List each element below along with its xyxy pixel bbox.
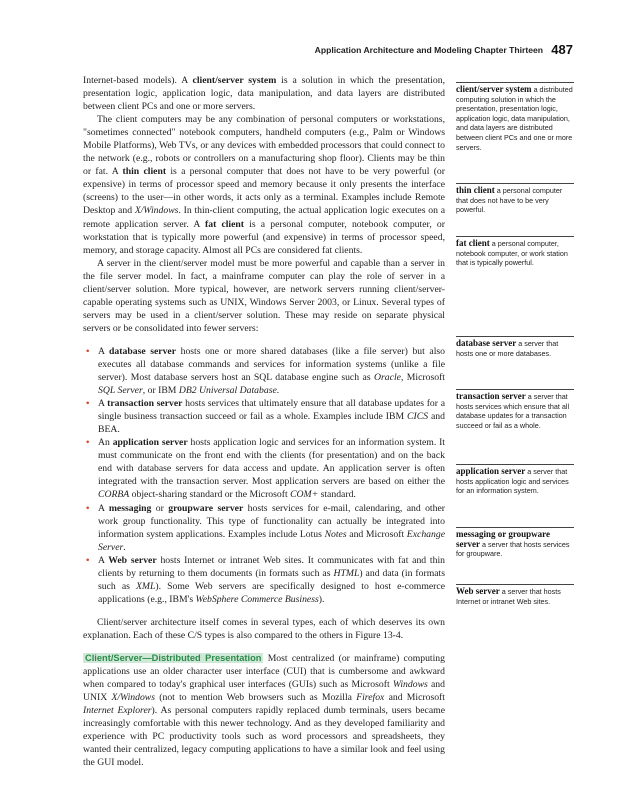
text-run: .: [276, 385, 280, 397]
italic-term: Notes: [324, 528, 347, 540]
text-run: is a personal computer that does not have to be very powerful (or expensive) in terms of processor speed and memory because it only presents the interface (screens) to the user—in other words, it acts only as a terminal. Examples include Remote Desktop and: [83, 166, 445, 217]
italic-term: Windows: [392, 679, 428, 691]
glossary-entry: [456, 82, 574, 152]
bullet-icon: •: [86, 345, 90, 357]
text-run: hosts application logic and services for an information system. It must communicate on the front end with the clients (for presentation) and on the back end with database servers for data access and update. An application server is often integrated with the transaction server. Most application servers are based on either the: [98, 437, 445, 488]
text-run: hosts Internet or intranet Web sites. It communicates with fat and thin clients by returning to them documents (in formats such as: [98, 554, 445, 579]
text-run: The client computers may be any combination of personal computers or workstations, "sometimes connected" notebook computers, handheld computers (e.g., Palm or Windows Mobile Platforms), Web TVs, or any devices with embedded processors that could connect to the network (e.g., robots or controllers on a manufacturing shop floor). Clients may be thin or fat. A: [83, 114, 445, 178]
italic-term: CORBA: [98, 489, 130, 501]
glossary-entry: [456, 464, 574, 496]
bullet-icon: •: [86, 502, 90, 514]
glossary-entry: [456, 389, 574, 430]
text-run: . In thin-client computing, the actual application logic executes on a remote application server. A: [83, 205, 446, 230]
text-run: A: [98, 502, 109, 514]
server-types-list: [83, 345, 445, 606]
glossary-rule: [456, 236, 574, 237]
bullet-icon: •: [86, 398, 90, 410]
running-header: [0, 44, 619, 60]
key-term-database-server: database server: [109, 345, 177, 357]
text-run: object-sharing standard or the Microsoft: [129, 489, 291, 501]
text-run: hosts one or more shared databases (like a file server) but also executes all database commands and services for information systems (unlike a file server). Most database servers host an SQL database engine such as: [98, 345, 445, 384]
text-run: is a solution in which the presentation, presentation logic, application logic, data manipulation, and data layers are distributed between client PCs and one or more servers.: [83, 75, 446, 113]
italic-term: COM+: [290, 489, 319, 501]
key-term-groupware-server: groupware server: [168, 502, 244, 514]
text-run: A: [98, 398, 108, 410]
text-run: A: [98, 554, 109, 566]
list-item-transaction-server: [86, 397, 445, 436]
glossary-definition: a server that hosts Internet or intranet Web sites.: [456, 587, 561, 606]
paragraph-1: [83, 74, 445, 113]
glossary-term: transaction server: [456, 391, 526, 401]
glossary-rule: [456, 183, 574, 184]
italic-term: SQL Server: [98, 385, 143, 397]
glossary-rule: [456, 82, 574, 83]
text-run: Internet-based models). A: [83, 75, 193, 86]
glossary-term: fat client: [456, 238, 490, 248]
key-term-fat-client: fat client: [205, 218, 245, 230]
text-run: and Microsoft: [346, 528, 407, 540]
paragraph-5: [83, 652, 445, 769]
glossary-rule: [456, 527, 574, 528]
list-item-application-server: [86, 436, 445, 501]
main-text-column: [83, 74, 445, 769]
glossary-term: thin client: [456, 185, 495, 195]
glossary-entry: [456, 336, 574, 358]
italic-term: Exchange Server: [98, 528, 445, 553]
bullet-icon: •: [86, 437, 90, 449]
key-term-client-server-system: client/server system: [192, 75, 277, 86]
text-run: , or IBM: [142, 385, 179, 397]
text-run: standard.: [318, 489, 356, 501]
text-run: or: [151, 502, 169, 514]
text-run: ).: [318, 593, 325, 605]
key-term-application-server: application server: [112, 437, 188, 449]
text-run: Most centralized (or mainframe) computing applications use an older character user interface (CUI) that is cumbersome and awkward when compared to today's graphical user interfaces (GUIs) such as Microsoft: [83, 652, 445, 691]
glossary-rule: [456, 584, 574, 585]
italic-term: X/Windows: [134, 205, 179, 217]
italic-term: Internet Explorer: [83, 705, 152, 717]
key-term-web-server: Web server: [108, 554, 157, 566]
italic-term: Oracle: [374, 372, 401, 384]
paragraph-2: [83, 113, 445, 257]
text-run: , Microsoft: [400, 372, 445, 384]
glossary-entry: [456, 527, 574, 559]
glossary-term: Web server: [456, 586, 500, 596]
text-run: hosts services for e-mail, calendaring, and other work group functionality. This type of functionality can actually be integrated into information system applications. Examples include Lotus: [98, 502, 445, 540]
italic-term: WebSphere Commerce Business: [195, 593, 319, 605]
text-run: ) and data (in formats such as: [98, 567, 446, 592]
text-run: A: [98, 345, 110, 357]
text-run: (not to mention Web browsers such as Mozilla: [155, 692, 357, 704]
italic-term: HTML: [333, 567, 360, 579]
text-run: ). As personal computers rapidly replaced dumb terminals, users became increasingly comfortable with this newer technology. And as they developed familiarity and experience with PC productivity tools such as word processors and spreadsheets, they wanted their centralized, legacy computing applications to have a similar look and feel using the GUI model.: [83, 705, 445, 769]
glossary-term: application server: [456, 466, 526, 476]
glossary-entry: [456, 183, 574, 215]
list-item-database-server: [86, 345, 445, 397]
glossary-definition: a personal computer that does not have to be very powerful.: [456, 186, 563, 215]
glossary-rule: [456, 336, 574, 337]
text-run: hosts services that ultimately ensure that all database updates for a single business transaction succeed or fail as a whole. Examples include IBM: [98, 398, 445, 423]
text-run: ). Some Web servers are specifically designed to host e-commerce applications (e.g., IBM's: [98, 580, 445, 605]
text-run: .: [123, 541, 126, 553]
text-run: and UNIX: [83, 679, 445, 704]
list-item-web-server: [86, 554, 446, 606]
glossary-definition: a server that hosts services for groupware.: [456, 539, 570, 559]
bullet-icon: •: [86, 554, 90, 566]
text-run: and Microsoft: [384, 692, 445, 704]
glossary-term: database server: [456, 338, 517, 348]
glossary-definition: a server that hosts services which ensure that all database updates for a transaction succeed or fail as a whole.: [456, 392, 570, 430]
glossary-definition: a personal computer, notebook computer, or work station that is typically powerful.: [456, 239, 568, 268]
text-run: is a personal computer, notebook computer, or workstation that is typically more powerful (and expensive) in terms of processor speed, memory, and storage capacity. Almost all PCs are considered fat clients.: [83, 218, 445, 256]
glossary-rule: [456, 464, 574, 465]
text-run: An: [98, 437, 113, 449]
glossary-definition: a distributed computing solution in which the presentation, presentation logic, application logic, data manipulation, and data layers are distributed between client PCs and one or more servers.: [456, 85, 573, 152]
paragraph-4: Client/server architecture itself comes in several types, each of which deserves its own explanation. Each of these C/S types is also compared to the others in Figure 13-4.: [83, 616, 445, 641]
key-term-thin-client: thin client: [122, 166, 167, 178]
glossary-term: client/server system: [456, 84, 532, 94]
paragraph-3: A server in the client/server model must be more powerful and capable than a server in the file server model. In fact, a mainframe computer can play the role of server in a client/server solution. More typical, however, are network servers running client/server-capable operating systems such as UNIX, Windows Server 2003, or Linux. Several types of servers may be used in a client/server solution. These may reside on separate physical servers or be consolidated into fewer servers:: [83, 257, 445, 334]
italic-term: XML: [135, 580, 156, 592]
list-item-messaging-server: [86, 502, 445, 554]
italic-term: X/Windows: [111, 692, 156, 704]
glossary-term: messaging or groupware server: [456, 529, 551, 549]
glossary-entry: [456, 236, 574, 268]
running-title: Application Architecture and Modeling Chapter Thirteen: [314, 45, 543, 55]
italic-term: Firefox: [356, 692, 385, 704]
glossary-rule: [456, 389, 574, 390]
glossary-definition: a server that hosts one or more databases.: [456, 339, 559, 358]
italic-term: CICS: [407, 411, 429, 423]
italic-term: DB2 Universal Database: [178, 385, 277, 397]
glossary-entry: [456, 584, 574, 606]
key-term-transaction-server: transaction server: [107, 398, 183, 410]
glossary-definition: a server that hosts application logic and services for an information system.: [456, 467, 569, 496]
text-run: and BEA.: [98, 411, 445, 436]
key-term-messaging: messaging: [108, 502, 152, 514]
section-heading: Client/Server—Distributed Presentation: [85, 652, 262, 663]
page-number: 487: [551, 42, 573, 57]
